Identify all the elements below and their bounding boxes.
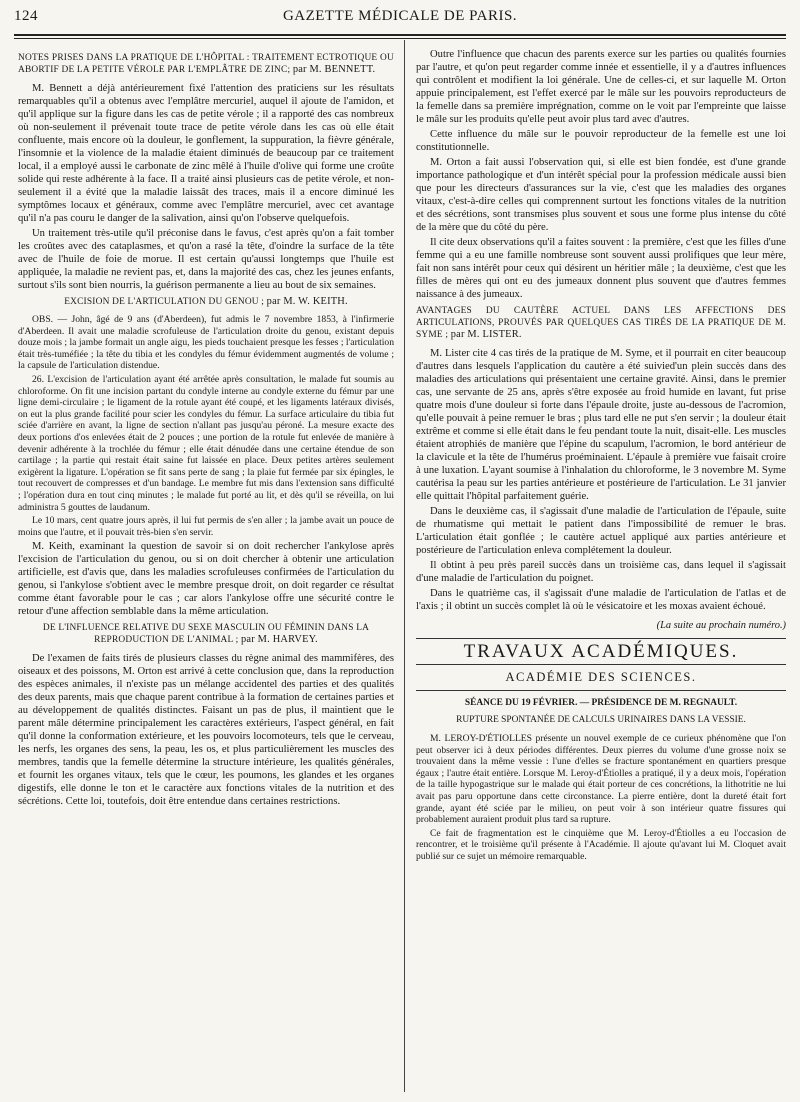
section-author: par M. W. KEITH. xyxy=(266,296,348,307)
right-column xyxy=(416,48,786,1094)
section-title: DE L'INFLUENCE RELATIVE DU SEXE MASCULIN OU FÉMININ DANS LA REPRODUCTION DE L'ANIMAL ; xyxy=(42,623,370,646)
running-header xyxy=(14,8,786,30)
left-column xyxy=(18,48,394,1094)
header-rule-thin xyxy=(14,38,786,39)
section-title: EXCISION DE L'ARTICULATION DU GENOU ; xyxy=(64,297,265,307)
section-heading-zinc xyxy=(18,52,394,76)
section-title: AVANTAGES DU CAUTÈRE ACTUEL DANS LES AFFECTIONS DES ARTICULATIONS, PROUVÉS PAR QUELQUES CAS TIRÉS DE LA PRATIQUE DE M. SYME ; xyxy=(416,306,786,340)
page-number: 124 xyxy=(14,8,38,24)
observation-paragraph: 26. L'excision de l'articulation ayant été arrêtée après consultation, le malade fut soumis au chloroforme. On fit une incision partant du condyle interne au condyle externe du fémur par une ligne demi-circulaire ; le ligament de la rotule ayant été coupé, et les ligaments latéraux divisés, on eut la plus grande facilité pour scier les condyles du fémur. La surface articulaire du tibia fut sciée d'arrière en avant, la ligne de section n'allant pas jusqu'au péroné. La mesure exacte des deux portions d'os enlevées était de 2 pouces ; une portion de la rotule fut enlevée de manière à devenir adhérente à la trochlée du fémur ; elle était dénudée dans une certaine étendue de son cartilage ; la partie qui restait était saine fut laissée en place. Deux petites artères seulement exigèrent la ligature. L'opération se fit sans perte de sang ; la plaie fut fermée par six épingles, le tout recouvert de compresses et d'un bandage. Le membre fut mis dans l'extension sans difficulté ; l'opération dura en tout cinq minutes ; le malade fut porté au lit, et dès qu'il se réveilla, on lui administra 5 gouttes de laudanum. xyxy=(18,373,394,513)
section-heading-genou xyxy=(18,296,394,308)
section-author: par M. LISTER. xyxy=(450,329,522,340)
paragraph: Outre l'influence que chacun des parents exerce sur les parties ou qualités fournies par l'autre, et qu'on peut regarder comme innée et essentielle, il y a d'autres influences qui contrôlent et modifient la loi générale. Une de celles-ci, et sur laquelle M. Orton appuie principalement, est l'effet exercé par le mâle sur les pouvoirs reproducteurs de la femelle dans sa première imprégnation, comme on le voit par l'empreinte que laisse le mâle sur les produits qu'elle peut avoir plus tard avec d'autres. xyxy=(416,49,786,125)
header-rule xyxy=(14,34,786,36)
paragraph: M. LEROY-D'ÉTIOLLES présente un nouvel exemple de ce curieux phénomène que l'on peut observer ici à deux périodes différentes. Deux pierres du volume d'une grosse noix se trouvaient dans la même vessie : l'une d'elles se fracture spontanément en quartiers presque égaux ; l'autre était entière. Lorsque M. Leroy-d'Étiolles a pratiqué, il y a deux mois, l'opération de la taille hypogastrique sur le malade qui était porteur de ces concrétions, la lithotritie ne lui avait pas paru opportune dans cette circonstance. La pierre entière, dont la dureté était fort grande, ayant été sciée par le milieu, on peut voir à son intérieur quatre fissures qui probablement auraient produit plus tard sa rupture. xyxy=(416,733,786,826)
paragraph: Dans le deuxième cas, il s'agissait d'une maladie de l'articulation de l'épaule, suite de rhumatisme qui mettait le patient dans l'impossibilité de remuer le bras. L'articulation était gonflée ; le cautère actuel appliqué aux parties antérieure et postérieure de l'articulation enleva complétement la douleur. xyxy=(416,506,786,556)
short-rule xyxy=(416,690,786,691)
paragraph: Cette influence du mâle sur le pouvoir reproducteur de la femelle est une loi constitutionnelle. xyxy=(416,129,786,153)
paragraph: M. Bennett a déjà antérieurement fixé l'attention des praticiens sur les résultats remarquables qu'il a obtenus avec l'emplâtre mercuriel, auquel il ajoute de l'amidon, et qu'il applique sur la figure dans les cas de petite vérole ; il a rapporté des cas nombreux où non-seulement il prévenait toute trace de petite vérole dans les cas où elle était confluente, mais encore où la douleur, le gonflement, la suppuration, la fièvre générale, l'insomnie et la violence de la maladie étaient diminués de beaucoup par ce traitement local, il a employé aussi le carbonate de zinc mêlé à l'huile d'olive qui forme une croûte solide qui reste adhérente à la face. Il a traité ainsi plusieurs cas de petite vérole, et non-seulement il a évité que la maladie laissât des traces, mais il a encore diminué les symptômes locaux et généraux, comme avec l'emplâtre mercuriel, avec cet avantage qu'il n'a pas couru le danger de la salivation, ainsi qu'on l'observe quelquefois. xyxy=(18,83,394,224)
continued-note: (La suite au prochain numéro.) xyxy=(656,620,786,631)
section-heading-harvey xyxy=(18,622,394,646)
section-author: par M. BENNETT. xyxy=(292,64,376,75)
session-heading: SÉANCE DU 19 FÉVRIER. — PRÉSIDENCE DE M. REGNAULT. xyxy=(464,698,738,708)
journal-title: GAZETTE MÉDICALE DE PARIS. xyxy=(282,8,518,24)
section-author: par M. HARVEY. xyxy=(241,634,318,646)
subject-heading: RUPTURE SPONTANÉE DE CALCULS URINAIRES DANS LA VESSIE. xyxy=(456,715,746,725)
paragraph: Il obtint à peu près pareil succès dans un troisième cas, dans lequel il s'agissait d'une maladie de l'articulation du poignet. xyxy=(416,560,786,584)
section-title: NOTES PRISES DANS LA PRATIQUE DE L'HÔPITAL : TRAITEMENT ECTROTIQUE OU ABORTIF DE LA PETITE VÉROLE PAR L'EMPLÂTRE DE ZINC; xyxy=(18,53,394,75)
paragraph: M. Keith, examinant la question de savoir si on doit rechercher l'ankylose après l'excision de l'articulation du genou, ou si on doit chercher à obtenir une articulation artificielle, est d'avis que, dans les maladies scrofuleuses confirmées de l'articulation du genou, si l'ankylose s'obtient avec le membre presque droit, on doit regarder ce résultat comme étant favorable pour le cas ; car alors l'ankylose offre une sécurité contre le retour d'une affection semblable dans la même articulation. xyxy=(18,541,394,618)
observation-paragraph: OBS. — John, âgé de 9 ans (d'Aberdeen), fut admis le 7 novembre 1853, à l'infirmerie d'Aberdeen. Il avait une maladie scrofuleuse de l'articulation droite du genou, existant depuis douze mois ; la jambe formait un angle aigu, les pieds touchaient presque les fesses ; l'articulation était très-tuméfiée ; la tête du tibia et les condyles du fémur évidemment augmentés de volume ; la capsule de l'articulation distendue. xyxy=(18,314,394,372)
paragraph: Ce fait de fragmentation est le cinquième que M. Leroy-d'Étiolles a eu l'occasion de rencontrer, et le troisième qu'il présente à l'Académie. Il ajoute qu'avant lui M. Cloquet avait publié sur ce sujet un mémoire remarquable. xyxy=(416,827,786,862)
section-banner: TRAVAUX ACADÉMIQUES. xyxy=(416,638,786,665)
column-divider xyxy=(404,40,405,1092)
paragraph: M. Lister cite 4 cas tirés de la pratique de M. Syme, et il pourrait en citer beaucoup d'autres dans lesquels l'application du cautère a été suivied'un plein succès dans des maladies des articulations qui présentaient une certaine gravité. Ainsi, dans le premier cas, une servante de 25 ans, après s'être exposée au froid humide en lavant, fut prise quatre mois d'une douleur si forte dans l'épaule droite, juste au-dessous de l'acromion, qu'elle pouvait à peine remuer le bras ; plus tard elle ne put s'en servir ; la douleur était extrême et comme si elle était dans le feu pendant toute la nuit, disait-elle. Les muscles étaient atrophiés de manière que l'épine du scapulum, l'acromion, le bord antérieur de la clavicule et la tête de l'humérus proéminaient. L'épaule à première vue faisait croire à une luxation. L'ayant soumise à l'inhalation du chloroforme, le 3 novembre M. Syme cautérisa la peau sur les parties antérieure et postérieure de l'articulation. Le 31 janvier elle quittait l'hôpital parfaitement guérie. xyxy=(416,348,786,502)
paragraph: De l'examen de faits tirés de plusieurs classes du règne animal des mammifères, des oiseaux et des poissons, M. Orton est arrivé à cette conclusion que, dans la reproduction des espèces animales, il n'existe pas un mélange accidentel des parties et des qualités des deux parents, mais que chaque parent contribue à la formation de certaines parties et au développement de qualités distinctes. Faisant un pas de plus, il maintient que le parent mâle détermine principalement les caractères extérieurs, l'aspect général, en fait qu'il donne la conformation extérieure, et les pouvoirs locomoteurs, tels que le cerveau, les nerfs, les organes des sens, la peau, les os, et plus particulièrement les muscles des membres, tandis que la femelle détermine la structure intérieure, les qualités générales, et fournit les organes vitaux, tels que le cœur, les poumons, les glandes et les organes digestifs, elle donne le ton et le caractère aux fonctions vitales de la nutrition et des sécrétions. Cette loi, toutefois, doit être entendue dans certaines restrictions. xyxy=(18,653,394,808)
paragraph: Dans le quatrième cas, il s'agissait d'une maladie de l'articulation de l'atlas et de l'axis ; il obtint un succès complet là où le vésicatoire et les moxas avaient échoué. xyxy=(416,588,786,612)
section-heading-cautere xyxy=(416,305,786,341)
paragraph: M. Orton a fait aussi l'observation qui, si elle est bien fondée, est d'une grande importance pathologique et d'un intérêt spécial pour la profession médicale aussi bien que pour les directeurs d'assurances sur la vie, c'est que les maladies des organes vitaux, c'est-à-dire celles qui comprennent surtout les fonctions vitales de la nutrition et des sécrétions, sont transmises plus souvent et sous une forme plus intense du côté de la mère que du côté du père. xyxy=(416,157,786,233)
paragraph: Un traitement très-utile qu'il préconise dans le favus, c'est après qu'on a fait tomber les croûtes avec des cataplasmes, et qu'on a rasé la tête, d'oindre la surface de la tête avec de l'huile de foie de morue. Il est certain qu'aussi longtemps que l'huile est appliquée, la maladie ne revient pas, et, dans la majorité des cas, chez les jeunes enfants, surtout s'ils sont bien nourris, la guérison permanente a lieu au bout de six semaines. xyxy=(18,228,394,291)
paragraph: Il cite deux observations qu'il a faites souvent : la première, c'est que les filles d'une femme qui a eu une famille nombreuse sont souvent aussi prolifiques que leur mère, fait non sans intérêt pour ceux qui désirent un héritier mâle ; la deuxième, c'est que les filles de mères qui ont eu des jumeaux donnent plus souvent que d'autres femmes naissance à des jumeaux. xyxy=(416,237,786,300)
observation-paragraph: Le 10 mars, cent quatre jours après, il lui fut permis de s'en aller ; la jambe avait un pouce de moins que l'autre, et il pouvait très-bien s'en servir. xyxy=(18,515,394,538)
academy-heading: ACADÉMIE DES SCIENCES. xyxy=(505,670,697,684)
